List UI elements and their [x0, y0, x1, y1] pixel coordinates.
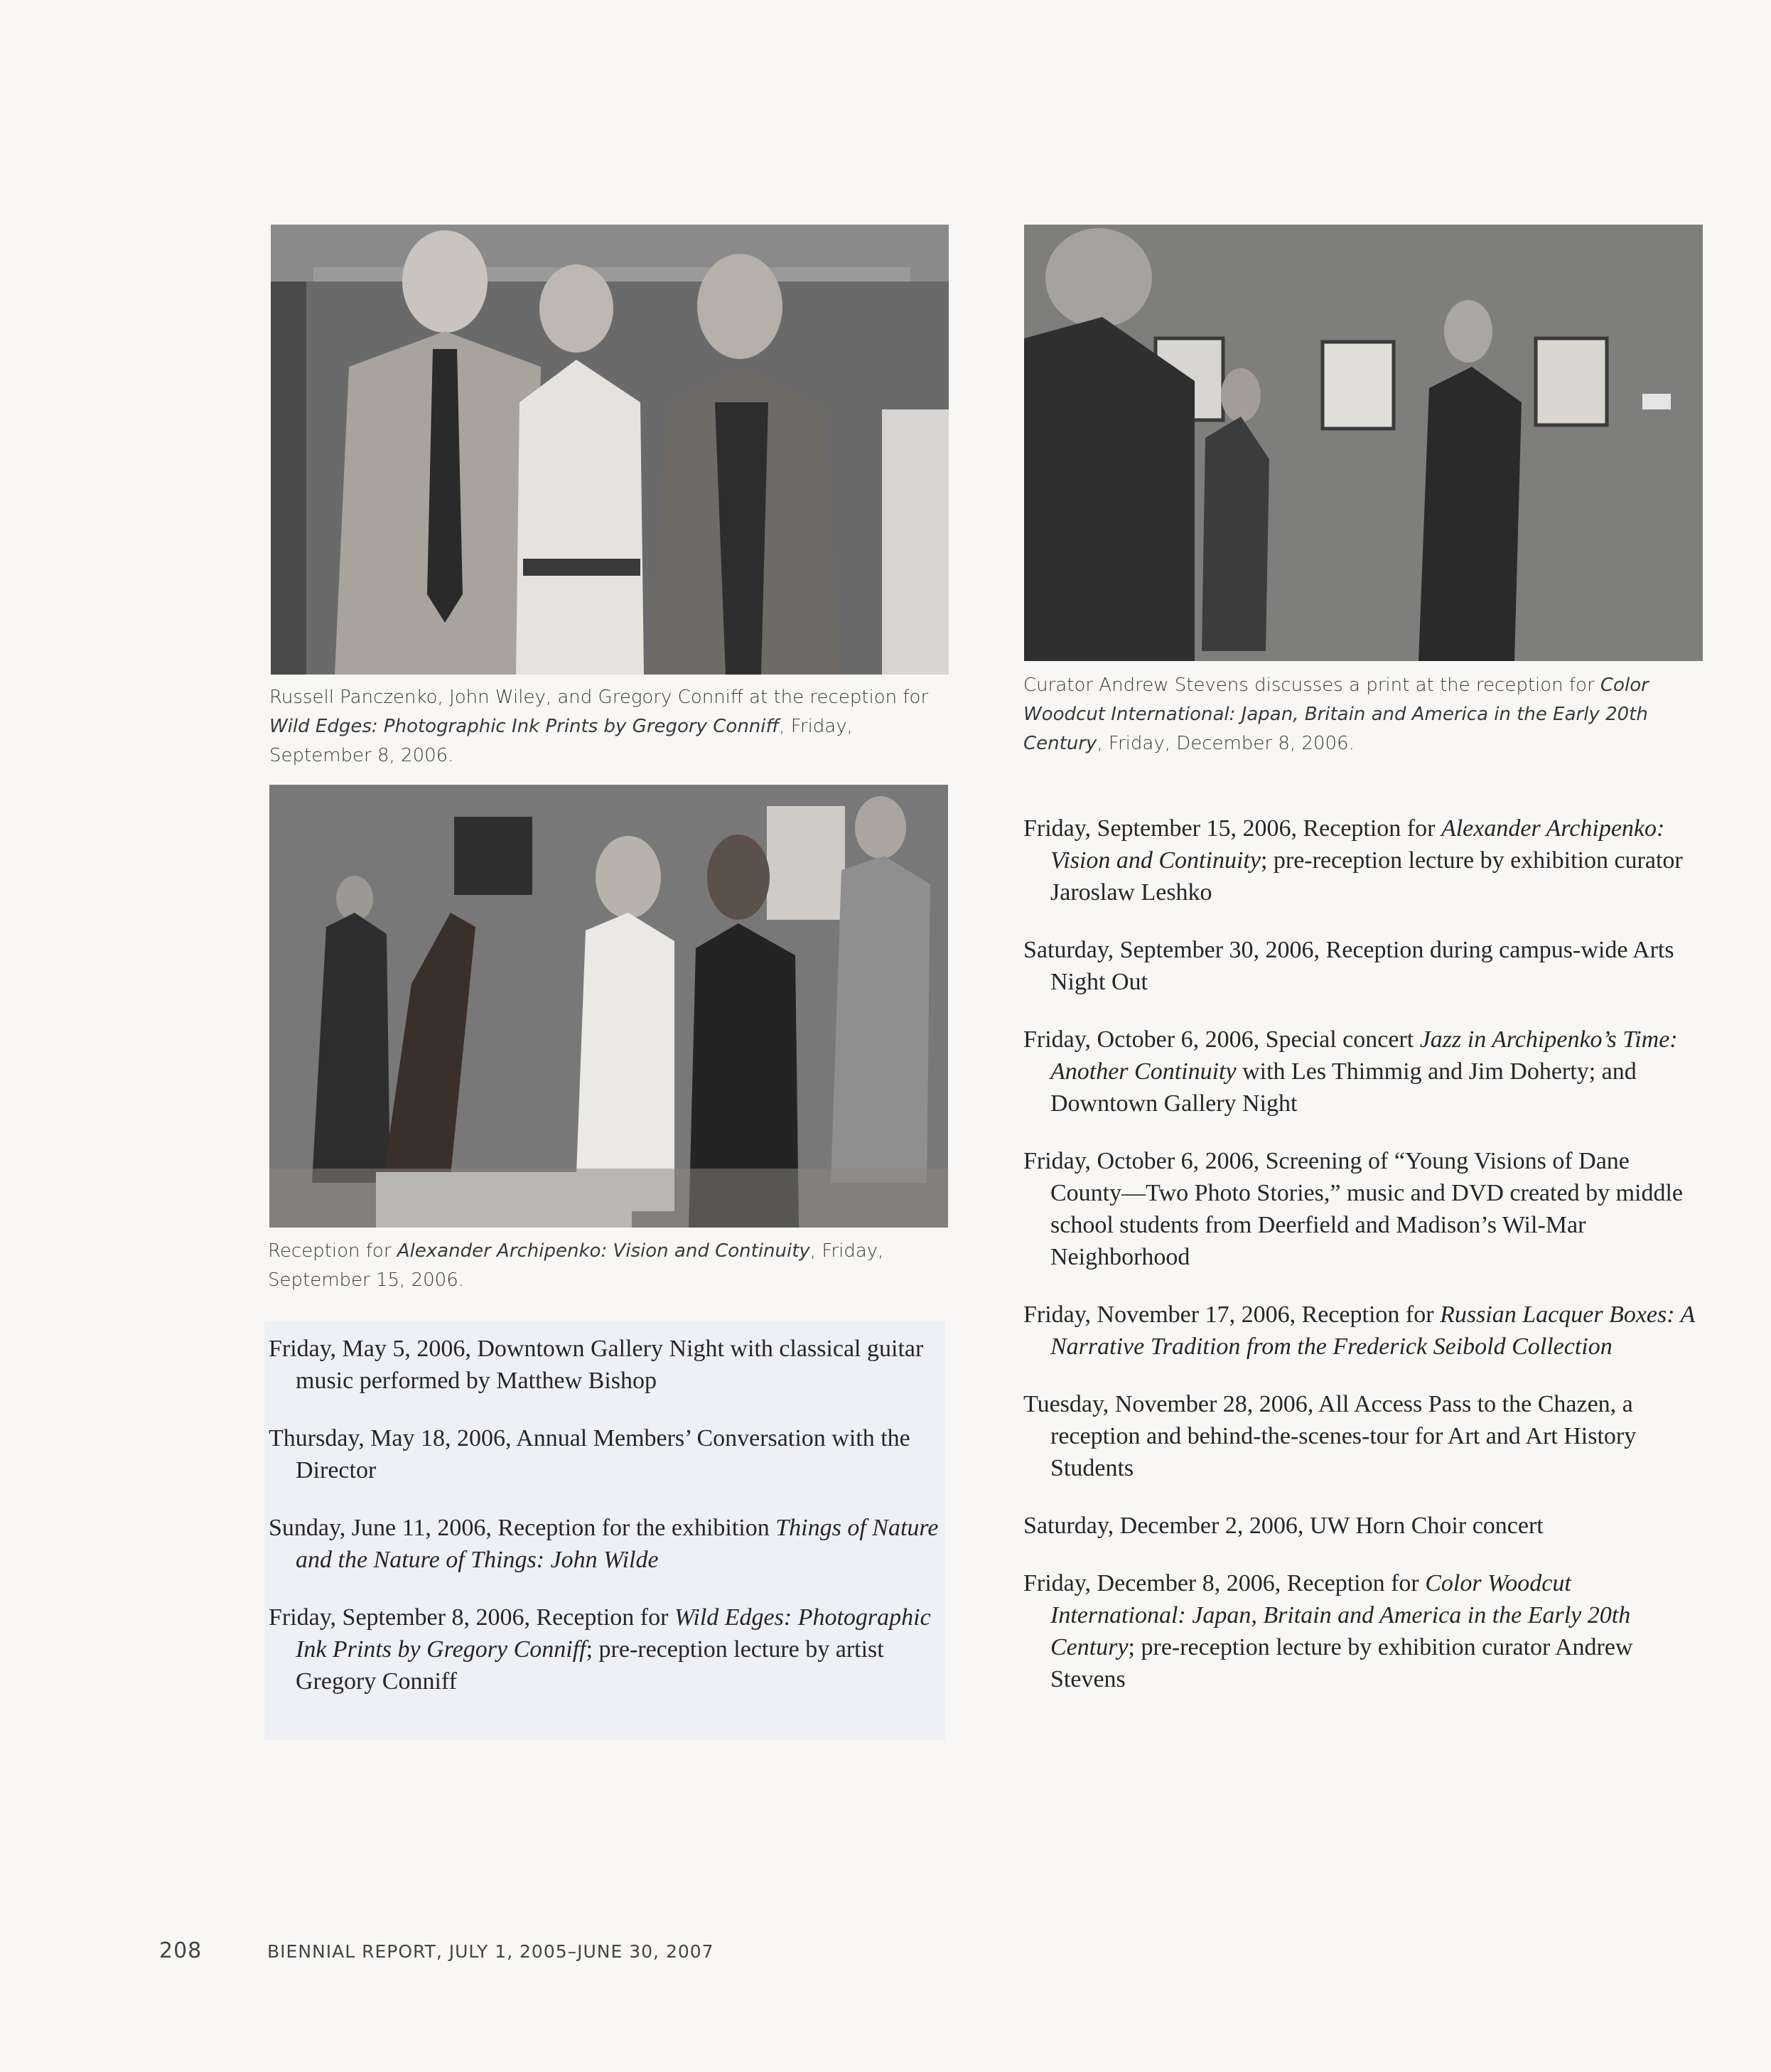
- event-item: Friday, November 17, 2006, Reception for Russian Lacquer Boxes: A Narrative Tradition from the Frederick Seibold Collection: [1023, 1301, 1695, 1360]
- photo-reception-archipenko: [269, 785, 948, 1228]
- event-item: Friday, September 8, 2006, Reception for Wild Edges: Photographic Ink Prints by Gregory Conniff; pre-reception lecture by artist Gregory Conniff: [269, 1604, 931, 1695]
- event-item: Tuesday, November 28, 2006, All Access Pass to the Chazen, a reception and behind-the-scenes-tour for Art and Art History Students: [1023, 1391, 1637, 1481]
- event-item: Friday, December 8, 2006, Reception for Color Woodcut International: Japan, Britain and America in the Early 20th Century; pre-reception lecture by exhibition curator Andrew Stevens: [1023, 1570, 1633, 1692]
- photo-curator-stevens: [1024, 225, 1703, 661]
- event-item: Thursday, May 18, 2006, Annual Members’ Conversation with the Director: [269, 1425, 910, 1483]
- event-item: Saturday, December 2, 2006, UW Horn Choir concert: [1023, 1513, 1544, 1539]
- event-item: Friday, September 15, 2006, Reception for Alexander Archipenko: Vision and Continuity; pre-reception lecture by exhibition curator Jaroslaw Leshko: [1023, 815, 1683, 906]
- caption-photo-2: Curator Andrew Stevens discusses a print at the reception for Color Woodcut International: Japan, Britain and America in the Early 20th Century, Friday, December 8, 2006.: [1023, 675, 1649, 754]
- right-events-list: [1023, 812, 1706, 1721]
- event-item: Friday, October 6, 2006, Screening of “Young Visions of Dane County—Two Photo Stories,” music and DVD created by middle school students from Deerfield and Madison’s Wil-Mar Neighborhood: [1023, 1148, 1683, 1270]
- photo-reception-wild-edges: [271, 225, 949, 675]
- caption-photo-1: Russell Panczenko, John Wiley, and Gregory Conniff at the reception for Wild Edges: Photographic Ink Prints by Gregory Conniff, Friday, September 8, 2006.: [269, 687, 929, 766]
- page-number: 208: [159, 1938, 203, 1963]
- left-events-list: [269, 1333, 944, 1723]
- running-head: BIENNIAL REPORT, JULY 1, 2005–JUNE 30, 2007: [267, 1941, 714, 1962]
- event-item: Sunday, June 11, 2006, Reception for the exhibition Things of Nature and the Nature of Things: John Wilde: [269, 1515, 939, 1573]
- caption-photo-3: Reception for Alexander Archipenko: Vision and Continuity, Friday, September 15, 2006.: [268, 1240, 884, 1291]
- event-item: Saturday, September 30, 2006, Reception during campus-wide Arts Night Out: [1023, 937, 1674, 995]
- event-item: Friday, May 5, 2006, Downtown Gallery Night with classical guitar music performed by Matthew Bishop: [269, 1336, 924, 1394]
- event-item: Friday, October 6, 2006, Special concert Jazz in Archipenko’s Time: Another Continuity with Les Thimmig and Jim Doherty; and Downtown Gallery Night: [1023, 1026, 1678, 1117]
